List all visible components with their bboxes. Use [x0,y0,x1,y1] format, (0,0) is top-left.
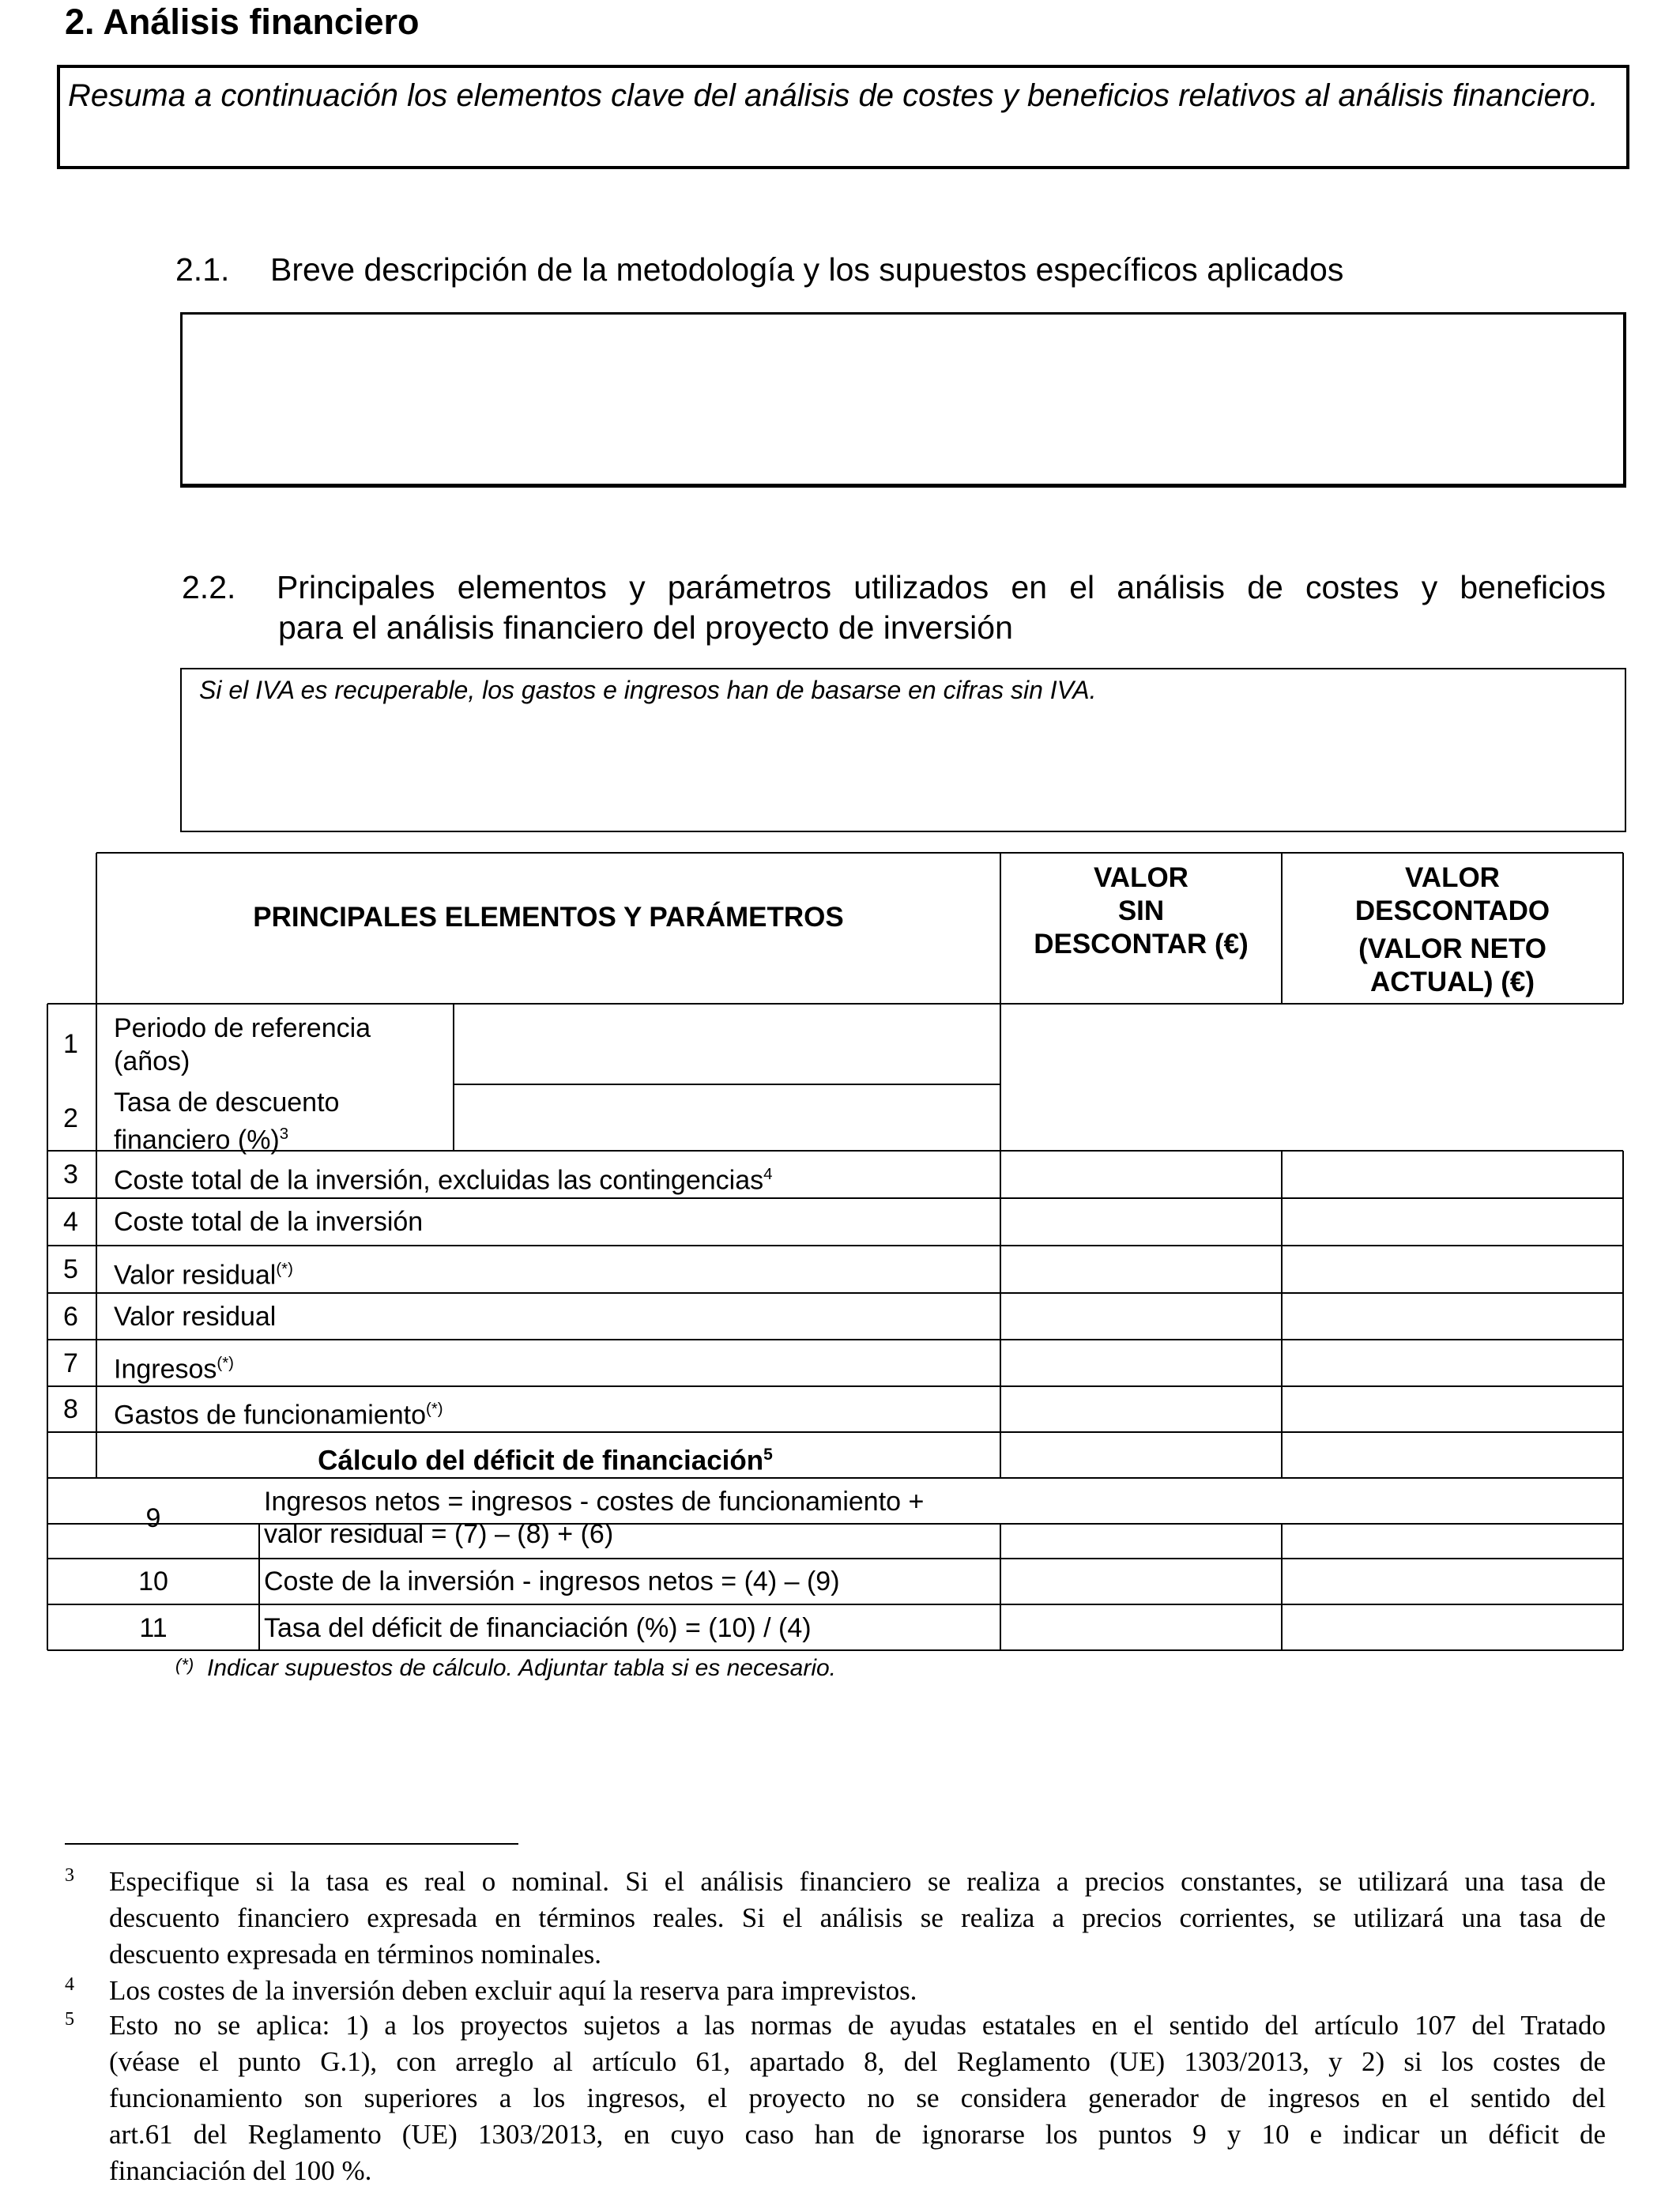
row-7-label: Ingresos [114,1354,217,1385]
footnote-5-line4: art.61 del Reglamento (UE) 1303/2013, en cuyo caso han de ignorarse los puntos 9 y 10 e indicar un déficit de [109,2119,1606,2150]
row-10-discounted-field[interactable] [1283,1560,1622,1603]
subsection-2-2-number: 2.2. [182,569,236,605]
row-3-footnote-ref: 4 [763,1166,773,1183]
row-6-discounted-field[interactable] [1283,1295,1622,1338]
footnote-separator [65,1843,518,1845]
row-8-number: 8 [63,1394,78,1424]
footnote-5-number: 5 [65,2009,74,2030]
subsection-2-2-title-line2: para el análisis financiero del proyecto de inversión [278,609,1013,646]
row-6-label: Valor residual [114,1302,277,1332]
table-header-col2-line2: SIN [1117,895,1165,926]
row-9-label-line1: Ingresos netos = ingresos - costes de funcionamiento + [264,1487,925,1517]
footnote-5-line3: funcionamiento son superiores a los ingresos, el proyecto no se considera generador de ingresos en el sentido del [109,2083,1606,2113]
row-1-label-line2: (años) [114,1046,190,1076]
footnote-3-line2: descuento financiero expresada en términos reales. Si el análisis se realiza a precios corrientes, se utilizará una tasa de [109,1902,1606,1933]
footnote-5-line1: Esto no se aplica: 1) a los proyectos sujetos a las normas de ayudas estatales en el sentido del artículo 107 del Tratado [109,2010,1606,2041]
summary-instruction: Resuma a continuación los elementos clave del análisis de costes y beneficios relativos al análisis financiero. [68,78,1599,113]
footnote-3-line1: Especifique si la tasa es real o nominal. Si el análisis financiero se realiza a precios constantes, se utilizará una tasa de [109,1866,1606,1897]
row-7-undiscounted-field[interactable] [1002,1341,1280,1385]
row-2-footnote-ref: 3 [279,1125,289,1143]
row-8-discounted-field[interactable] [1283,1388,1622,1431]
table-header-col3-line3: (VALOR NETO [1358,933,1546,964]
row-3-label: Coste total de la inversión, excluidas las contingencias [114,1165,764,1196]
row-6-undiscounted-field[interactable] [1002,1295,1280,1338]
row-8-undiscounted-field[interactable] [1002,1388,1280,1431]
row-8-label: Gastos de funcionamiento [114,1400,427,1431]
table-header-col2-line3: DESCONTAR (€) [1034,929,1249,959]
deficit-heading: Cálculo del déficit de financiación [318,1445,764,1476]
row-3-undiscounted-field[interactable] [1002,1152,1280,1197]
row-2-number: 2 [63,1103,78,1133]
table-header-col3-line1: VALOR [1405,862,1500,893]
row-3-number: 3 [63,1159,78,1189]
row-5-note-ref: (*) [276,1261,293,1278]
row-1-label-line1: Periodo de referencia [114,1013,371,1043]
row-7-note-ref: (*) [217,1355,234,1372]
table-header-col3-line4: ACTUAL) (€) [1369,967,1535,997]
row-1-value-field[interactable] [455,1005,999,1083]
row-4-discounted-field[interactable] [1283,1200,1622,1244]
row-11-label: Tasa del déficit de financiación (%) = (10) / (4) [264,1613,812,1643]
subsection-2-1-number: 2.1. [175,251,230,288]
row-10-label: Coste de la inversión - ingresos netos = (4) – (9) [264,1566,840,1596]
row-2-label-line2: financiero (%) [114,1125,280,1155]
row-8-note-ref: (*) [426,1400,443,1418]
row-2-label-line1: Tasa de descuento [114,1088,340,1118]
row-5-label: Valor residual [114,1260,277,1291]
footnote-5-line2: (véase el punto G.1), con arreglo al artículo 61, apartado 8, del Reglamento (UE) 1303/2013, y 2) si los costes de [109,2046,1606,2077]
row-9-discounted-field[interactable] [1283,1480,1622,1557]
row-9-number: 9 [145,1503,161,1533]
footnote-3-number: 3 [65,1865,74,1886]
row-6-number: 6 [63,1302,78,1332]
row-9-undiscounted-field[interactable] [1002,1480,1280,1557]
footnote-4-number: 4 [65,1974,74,1995]
table-header-col2-line1: VALOR [1094,862,1188,893]
iva-note: Si el IVA es recuperable, los gastos e ingresos han de basarse en cifras sin IVA. [199,676,1097,704]
row-1-number: 1 [63,1029,78,1059]
row-11-number: 11 [139,1613,168,1643]
row-7-discounted-field[interactable] [1283,1341,1622,1385]
row-9-label-line2: valor residual = (7) – (8) + (6) [264,1519,614,1549]
table-header-col3-line2: DESCONTADO [1354,895,1550,926]
footnote-5-line5: financiación del 100 %. [109,2155,372,2186]
row-3-discounted-field[interactable] [1283,1152,1622,1197]
row-2-value-field[interactable] [455,1086,999,1149]
footnote-4-text: Los costes de la inversión deben excluir aquí la reserva para imprevistos. [109,1975,917,2006]
row-5-undiscounted-field[interactable] [1002,1247,1280,1291]
section-title: 2. Análisis financiero [65,2,420,42]
row-4-undiscounted-field[interactable] [1002,1200,1280,1244]
subsection-2-1-title: Breve descripción de la metodología y los supuestos específicos aplicados [270,251,1344,288]
row-10-number: 10 [138,1566,168,1596]
subsection-2-2-title-line1: Principales elementos y parámetros utilizados en el análisis de costes y beneficios [277,569,1606,605]
footnote-3-line3: descuento expresada en términos nominales. [109,1939,601,1970]
row-4-label: Coste total de la inversión [114,1207,424,1237]
table-note: Indicar supuestos de cálculo. Adjuntar tabla si es necesario. [207,1655,837,1681]
table-note-mark: (*) [175,1655,194,1675]
row-11-value-field[interactable] [1002,1606,1623,1649]
table-header-main: PRINCIPALES ELEMENTOS Y PARÁMETROS [253,902,844,933]
row-5-discounted-field[interactable] [1283,1247,1622,1291]
row-10-undiscounted-field[interactable] [1002,1560,1280,1603]
row-7-number: 7 [63,1348,78,1378]
row-4-number: 4 [63,1207,78,1237]
deficit-footnote-ref: 5 [763,1446,773,1464]
row-5-number: 5 [63,1254,78,1284]
